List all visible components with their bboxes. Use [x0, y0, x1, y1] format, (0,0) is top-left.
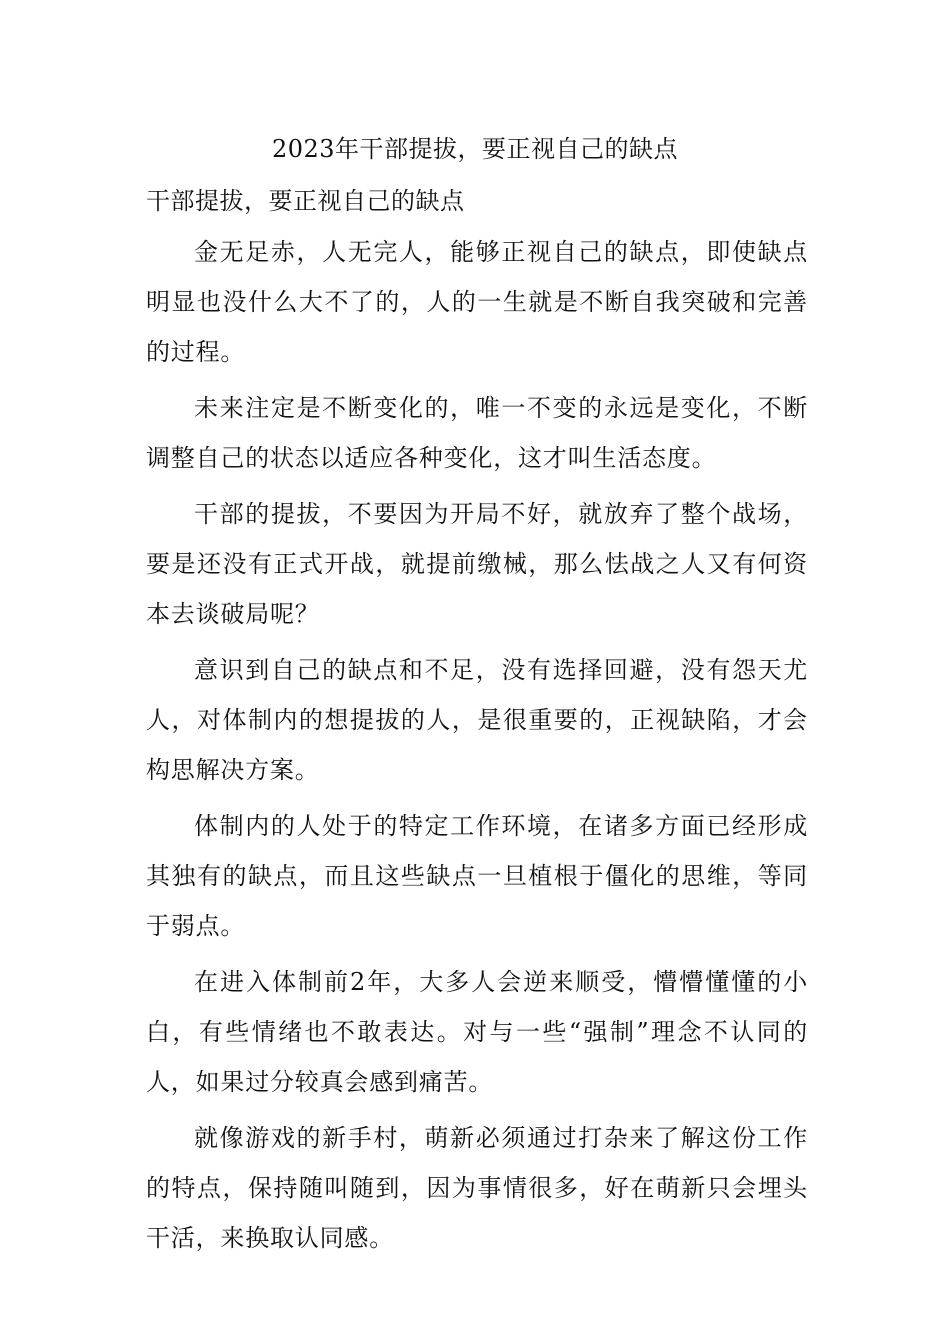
paragraph: 金无足赤，人无完人，能够正视自己的缺点，即使缺点明显也没什么大不了的，人的一生就是不断自我突破和完善的过程。 — [146, 238, 808, 366]
paragraph: 干部的提拔，不要因为开局不好，就放弃了整个战场，要是还没有正式开战，就提前缴械，那么怯战之人又有何资本去谈破局呢？ — [146, 500, 808, 628]
paragraph: 在进入体制前2年，大多人会逆来顺受，懵懵懂懂的小白，有些情绪也不敢表达。对与一些“强制”理念不认同的人，如果过分较真会感到痛苦。 — [146, 968, 808, 1096]
document-body — [146, 227, 808, 1269]
document-subtitle: 干部提拔，要正视自己的缺点 — [146, 187, 465, 215]
paragraph: 体制内的人处于的特定工作环境，在诸多方面已经形成其独有的缺点，而且这些缺点一旦植根于僵化的思维，等同于弱点。 — [146, 812, 808, 940]
paragraph: 意识到自己的缺点和不足，没有选择回避，没有怨天尤人，对体制内的想提拔的人，是很重要的，正视缺陷，才会构思解决方案。 — [146, 656, 808, 784]
paragraph: 未来注定是不断变化的，唯一不变的永远是变化，不断调整自己的状态以适应各种变化，这才叫生活态度。 — [146, 394, 808, 472]
document-title: 2023年干部提拔，要正视自己的缺点 — [271, 135, 679, 163]
paragraph: 就像游戏的新手村，萌新必须通过打杂来了解这份工作的特点，保持随叫随到，因为事情很多，好在萌新只会埋头干活，来换取认同感。 — [146, 1124, 808, 1252]
